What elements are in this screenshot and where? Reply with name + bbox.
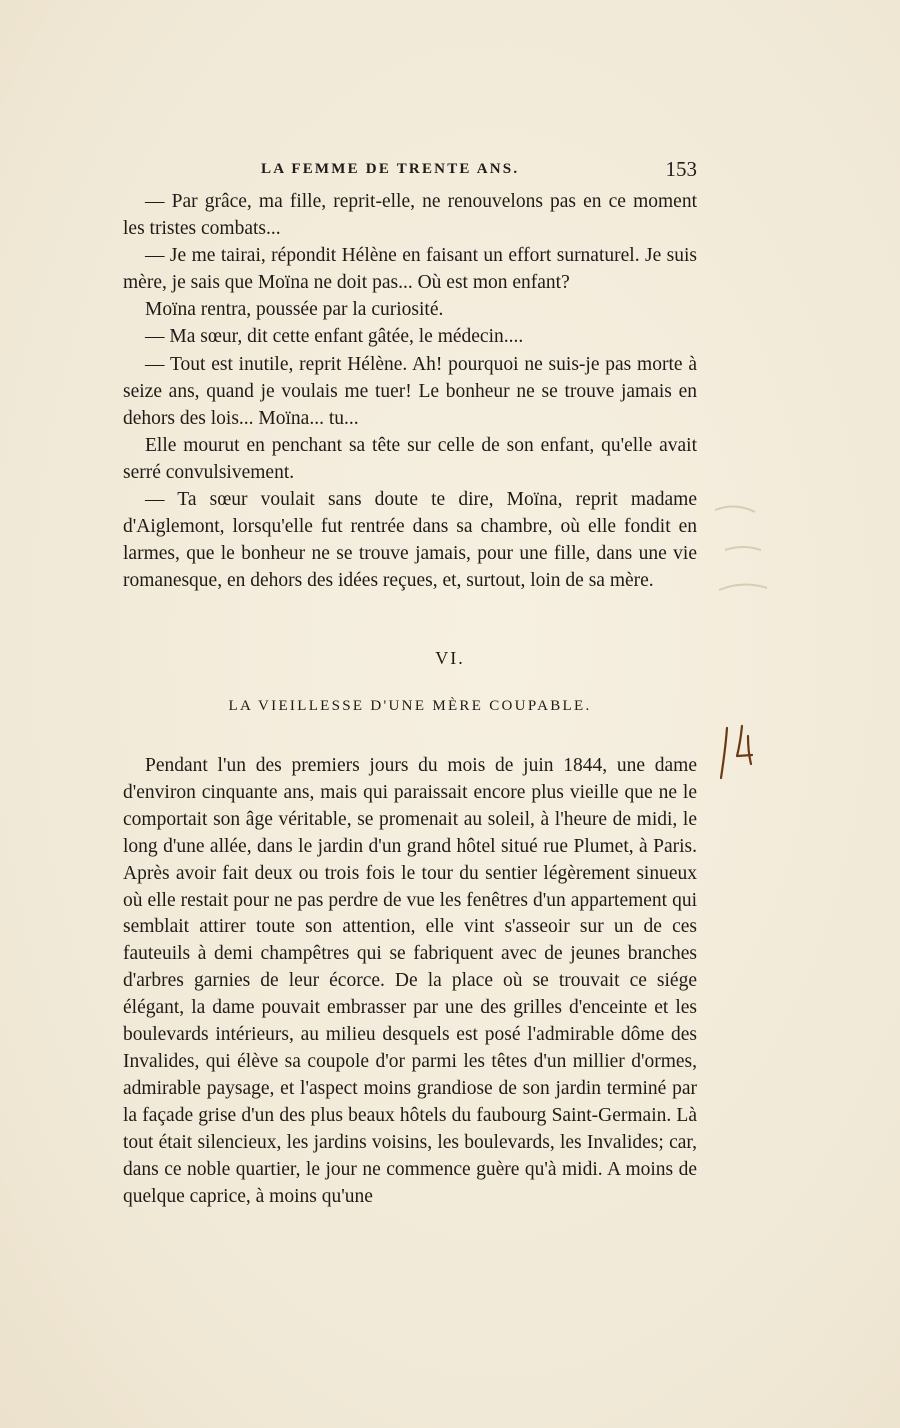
chapter-title: LA VIEILLESSE D'UNE MÈRE COUPABLE. (228, 698, 592, 714)
paragraph: — Ma sœur, dit cette enfant gâtée, le médecin.... (145, 326, 524, 348)
paragraph: — Par grâce, ma fille, reprit-elle, ne renouvelons pas en ce moment les tristes combats... (123, 191, 697, 240)
paragraph: Pendant l'un des premiers jours du mois de juin 1844, une dame d'environ cinquante ans, mais qui paraissait encore plus vieille que ne le comportait son âge véritable, se promenait au soleil, à l'heure de midi, le long d'une allée, dans le jardin d'un grand hôtel situé rue Plumet, à Paris. Après avoir fait deux ou trois fois le tour du sentier légèrement sinueux où elle restait pour ne pas perdre de vue les fenêtres d'un appartement qui semblait attirer toute son attention, elle vint s'asseoir sur un de ces fauteuils à demi champêtres qui se fabriquent avec de jeunes branches d'arbres garnies de leur écorce. De la place où se trouvait ce siége élégant, la dame pouvait embrasser par une des grilles d'enceinte et les boulevards intérieurs, au milieu desquels est posé l'admirable dôme des Invalides, qui élève sa coupole d'or parmi les têtes d'un millier d'ormes, admirable paysage, et l'aspect moins grandiose de son jardin terminé par la façade grise d'un des plus beaux hôtels du faubourg Saint-Germain. Là tout était silencieux, les jardins voisins, les boulevards, les Invalides; car, dans ce noble quartier, le jour ne commence guère qu'à midi. A moins de quelque caprice, à moins qu'une (123, 755, 697, 1207)
section-number: VI. (435, 648, 465, 668)
running-title: LA FEMME DE TRENTE ANS. (261, 161, 520, 177)
running-head (123, 157, 697, 185)
paragraph: — Je me tairai, répondit Hélène en faisant un effort surnaturel. Je suis mère, je sais que Moïna ne doit pas... Où est mon enfant? (123, 245, 697, 294)
paragraph: Elle mourut en penchant sa tête sur celle de son enfant, qu'elle avait serré convulsivement. (123, 434, 697, 483)
paragraph: — Tout est inutile, reprit Hélène. Ah! pourquoi ne suis-je pas morte à seize ans, quand je voulais me tuer! Le bonheur ne se trouve jamais en dehors des lois... Moïna... tu... (123, 353, 697, 429)
paragraph: — Ta sœur voulait sans doute te dire, Moïna, reprit madame d'Aiglemont, lorsqu'elle fut rentrée dans sa chambre, où elle fondit en larmes, que le bonheur ne se trouve jamais, pour une fille, dans une vie romanesque, en dehors des idées reçues, et, surtout, loin de sa mère. (123, 489, 697, 592)
paragraph: Moïna rentra, poussée par la curiosité. (145, 299, 444, 321)
page-number: 153 (665, 157, 697, 181)
handwritten-annotation (718, 722, 758, 782)
text-block-bottom (123, 753, 697, 1210)
text-block-top (123, 188, 697, 594)
ink-bleed-through (705, 480, 825, 640)
